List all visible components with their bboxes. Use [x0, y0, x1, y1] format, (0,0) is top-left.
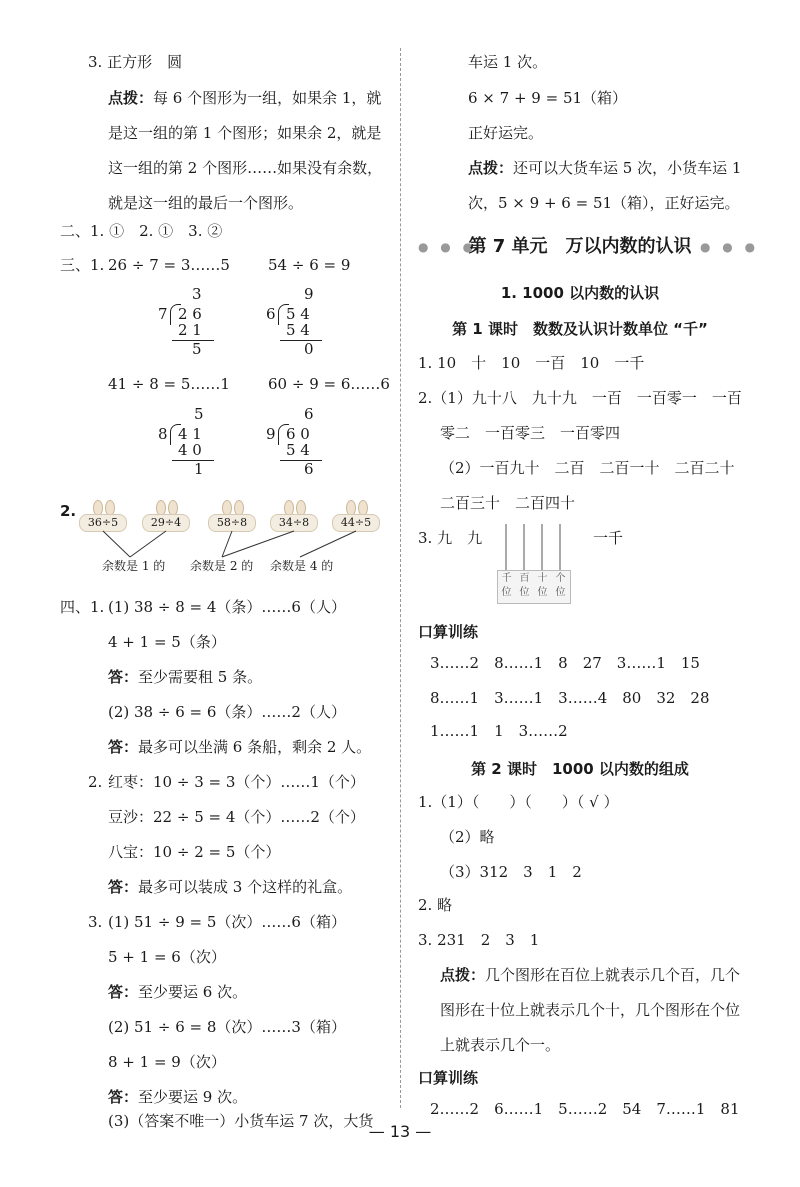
question-label: 3.: [88, 913, 103, 931]
answer-line: 6 × 7 + 9 = 51（箱）: [468, 89, 628, 107]
bunny-expression: 58÷8: [208, 514, 256, 532]
answer-line: （2）一百九十 二百 二百一十 二百二十: [440, 459, 735, 477]
hint-label: 点拨：: [468, 159, 514, 177]
hint-text: 还可以大货车运 5 次，小货车运 1: [513, 159, 742, 177]
answer-text: 至少要运 9 次。: [138, 1088, 248, 1106]
hint-line: 是这一组的第 1 个图形；如果余 2，就是: [108, 124, 382, 142]
decorative-dots: ● ● ●: [418, 240, 478, 254]
answer-label: 答：: [108, 738, 139, 756]
answer-line: [108, 736, 371, 758]
hint-text: 每 6 个图形为一组，如果余 1，就: [153, 89, 382, 107]
answer-line: [108, 1086, 247, 1108]
unit-title: 第 7 单元 万以内数的认识: [468, 236, 692, 257]
quotient: 5: [194, 405, 204, 423]
answer-line: （3）312 3 1 2: [440, 863, 582, 881]
quotient: 3: [192, 285, 202, 303]
bunny-expression: 29÷4: [142, 514, 190, 532]
answer-line: 正好运完。: [468, 124, 544, 142]
abacus-rod: [523, 524, 525, 570]
answer-line: [108, 876, 352, 898]
answer-line: 8 + 1 = 9（次）: [108, 1053, 226, 1071]
answer-line: [108, 666, 262, 688]
divisor: 6: [266, 305, 276, 323]
answer-line: 零二 一百零三 一百零四: [440, 424, 621, 442]
remainder-label: 余数是 4 的: [270, 559, 334, 573]
answer-line: (2) 51 ÷ 6 = 8（次）……3（箱）: [108, 1018, 346, 1036]
hint-paragraph-2: [468, 157, 741, 179]
hint-line: 这一组的第 2 个图形……如果没有余数，: [108, 159, 383, 177]
oral-training-title: 口算训练: [418, 623, 479, 641]
answer-line: 车运 1 次。: [468, 53, 548, 71]
equation: 54 ÷ 6 = 9: [268, 256, 351, 274]
bunny-expression: 34÷8: [270, 514, 318, 532]
page-number-value: 13: [389, 1122, 411, 1141]
hint-text: 几个图形在百位上就表示几个百，几个: [485, 966, 741, 984]
match-line: [130, 531, 166, 557]
oral-answers: 1……1 1 3……2: [430, 722, 568, 740]
place-label: 千位: [501, 573, 512, 598]
answer-line: 红枣：10 ÷ 3 = 3（个）……1（个）: [108, 773, 365, 791]
question-2-label: 2.: [60, 502, 77, 520]
dividend: 2 6: [178, 305, 202, 323]
oral-answers: 3……2 8……1 8 27 3……1 15: [430, 654, 700, 672]
match-line: [300, 531, 356, 557]
answer-line: 1.（1）（ ）（ ）（ √ ）: [418, 793, 619, 811]
product: 2 1: [178, 321, 202, 339]
remainder: 0: [304, 340, 314, 358]
answer-label: 答：: [108, 983, 139, 1001]
answer-label: 答：: [108, 1088, 139, 1106]
quotient: 6: [304, 405, 314, 423]
bunny-expression: 36÷5: [79, 514, 127, 532]
answer-line: 4 + 1 = 5（条）: [108, 633, 226, 651]
product: 5 4: [286, 441, 310, 459]
answer-line: 1. 10 十 10 一百 10 一千: [418, 354, 645, 372]
remainder-label: 余数是 1 的: [102, 559, 166, 573]
question-label: 2.: [88, 773, 103, 791]
matching-lines: [0, 0, 400, 580]
equation: 60 ÷ 9 = 6……6: [268, 375, 390, 393]
dividend: 6 0: [286, 425, 310, 443]
hint-label: 点拨：: [440, 966, 486, 984]
lesson-2-title: 第 2 课时 1000 以内数的组成: [471, 760, 689, 778]
lesson-1-title: 第 1 课时 数数及认识计数单位 “千”: [452, 320, 708, 338]
answer-line: 3. 231 2 3 1: [418, 931, 540, 949]
match-line: [222, 531, 232, 557]
divisor: 8: [158, 425, 168, 443]
place-label: 个位: [555, 573, 566, 598]
dividend: 5 4: [286, 305, 310, 323]
hint-line: 图形在十位上就表示几个十，几个图形在个位: [440, 1001, 741, 1019]
remainder-label: 余数是 2 的: [190, 559, 254, 573]
equation: 26 ÷ 7 = 3……5: [108, 256, 230, 274]
answer-line: 一千: [593, 529, 624, 547]
answer-line: 八宝：10 ÷ 2 = 5（个）: [108, 843, 281, 861]
abacus-rod: [505, 524, 507, 570]
answer-line: 5 + 1 = 6（次）: [108, 948, 226, 966]
hint-label: 点拨：: [108, 89, 154, 107]
abacus: [497, 524, 569, 602]
remainder: 5: [192, 340, 202, 358]
answer-line: 2. 略: [418, 896, 453, 914]
answer-line: 二百三十 二百四十: [440, 494, 576, 512]
section-4-label: 四、1.: [60, 598, 105, 616]
answer-line: （2）略: [440, 828, 495, 846]
divisor: 7: [158, 305, 168, 323]
abacus-rod: [541, 524, 543, 570]
product: 4 0: [178, 441, 202, 459]
answer-text: 最多可以坐满 6 条船，剩余 2 人。: [138, 738, 372, 756]
answer-text: 至少要运 6 次。: [138, 983, 248, 1001]
abacus-base: [497, 570, 571, 604]
hint-paragraph-3: [440, 964, 740, 986]
remainder: 6: [304, 460, 314, 478]
oral-training-title: 口算训练: [418, 1069, 479, 1087]
match-line: [103, 531, 130, 557]
answer-label: 答：: [108, 878, 139, 896]
place-label: 十位: [537, 573, 548, 598]
bunny-expression: 44÷5: [332, 514, 380, 532]
oral-answers: 8……1 3……1 3……4 80 32 28: [430, 689, 710, 707]
answer-line: 3. 九 九: [418, 529, 483, 547]
answer-line: (1) 51 ÷ 9 = 5（次）……6（箱）: [108, 913, 346, 931]
divisor: 9: [266, 425, 276, 443]
match-line: [222, 531, 294, 557]
quotient: 9: [304, 285, 314, 303]
answer-3-shapes: 3. 正方形 圆: [88, 53, 183, 71]
section-3-label: 三、1.: [60, 256, 105, 274]
dividend: 4 1: [178, 425, 202, 443]
section-2-answers: 二、1. ① 2. ① 3. ②: [60, 222, 223, 240]
column-divider: [400, 48, 401, 1108]
answer-line: (2) 38 ÷ 6 = 6（条）……2（人）: [108, 703, 346, 721]
product: 5 4: [286, 321, 310, 339]
abacus-rod: [559, 524, 561, 570]
answer-label: 答：: [108, 668, 139, 686]
hint-line: 次，5 × 9 + 6 = 51（箱），正好运完。: [468, 194, 740, 212]
answer-line: (1) 38 ÷ 8 = 4（条）……6（人）: [108, 598, 346, 616]
answer-text: 至少需要租 5 条。: [138, 668, 263, 686]
oral-answers: 2……2 6……1 5……2 54 7……1 81: [430, 1100, 740, 1118]
answer-line: (3)（答案不唯一）小货车运 7 次，大货: [108, 1112, 374, 1130]
answer-text: 最多可以装成 3 个这样的礼盒。: [138, 878, 353, 896]
hint-line: 就是这一组的最后一个图形。: [108, 194, 304, 212]
hint-line: 上就表示几个一。: [440, 1036, 561, 1054]
equation: 41 ÷ 8 = 5……1: [108, 375, 230, 393]
place-label: 百位: [519, 573, 530, 598]
answer-line: [108, 981, 247, 1003]
page-number: — 13 —: [368, 1122, 432, 1141]
answer-line: 2.（1）九十八 九十九 一百 一百零一 一百: [418, 389, 742, 407]
decorative-dots: ● ● ●: [700, 240, 760, 254]
section-title: 1. 1000 以内数的认识: [500, 284, 660, 302]
answer-line: 豆沙：22 ÷ 5 = 4（个）……2（个）: [108, 808, 365, 826]
remainder: 1: [194, 460, 204, 478]
